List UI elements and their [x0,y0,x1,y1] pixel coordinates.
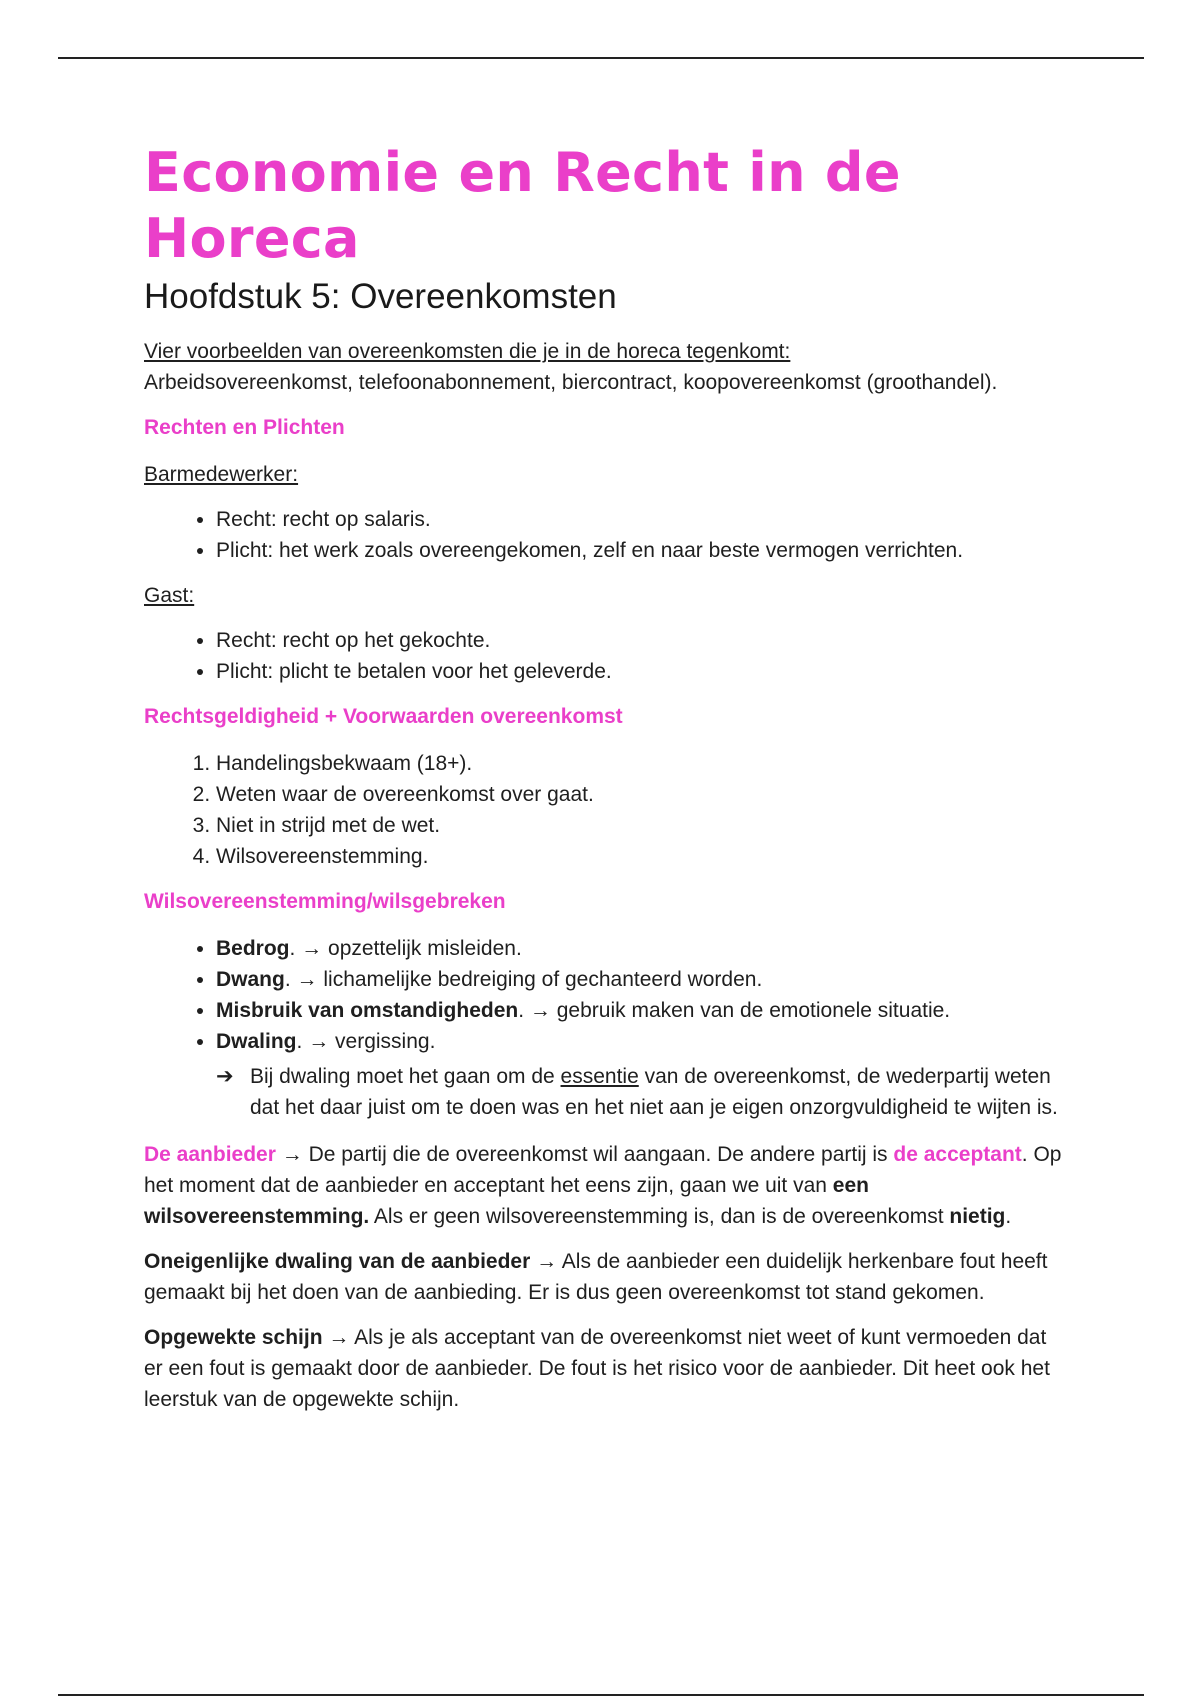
aanbieder-text1: De partij die de overeenkomst wil aangaan. De andere partij is [302,1143,894,1166]
list-item: • Dwang. → lichamelijke bedreiging of gechanteerd worden. [216,964,1064,995]
document-title: Economie en Recht in de Horeca [144,141,901,270]
term-misbruik: Misbruik van omstandigheden [216,999,519,1022]
list-item: 1. Handelingsbekwaam (18+). [216,748,1064,779]
desc: vergissing. [335,1030,436,1053]
term-dwaling: Dwaling [216,1030,297,1053]
arrow-icon: → [529,999,551,1022]
arrow-icon: → [328,1326,350,1349]
aanbieder-text2: . Op het moment dat de aanbieder en acceptant het eens zijn, gaan we uit van [144,1143,1062,1197]
aanbieder-paragraph [144,1139,1064,1232]
voorwaarden-list [144,748,1064,872]
term-bedrog: Bedrog [216,937,290,960]
term-dwang: Dwang [216,968,285,991]
oneigenlijk-paragraph [144,1246,1064,1308]
wilsgebreken-list [144,933,1064,1057]
chapter-subtitle: Hoofdstuk 5: Overeenkomsten [144,277,617,316]
opgewekt-paragraph [144,1322,1064,1415]
gast-list [144,625,1064,687]
oneigenlijk-text: Als de aanbieder een duidelijk herkenbare fout heeft gemaakt bij het doen van de aanbieding. Er is dus geen overeenkomst tot stand gekomen. [144,1250,1048,1304]
barmedewerker-label [144,459,1064,490]
aanbieder-bold1: een wilsovereenstemming. [144,1174,869,1228]
desc: gebruik maken van de emotionele situatie. [556,999,951,1022]
arrow-icon: → [281,1143,303,1166]
list-item: 4. Wilsovereenstemming. [216,841,1064,872]
barmedewerker-list [144,504,1064,566]
bottom-rule [58,1694,1144,1696]
list-item: • Recht: recht op salaris. [216,504,1064,535]
term-aanbieder: De aanbieder [144,1143,276,1166]
list-item: • Bedrog. → opzettelijk misleiden. [216,933,1064,964]
dwaling-note [216,1061,1064,1123]
list-item: • Plicht: het werk zoals overeengekomen, zelf en naar beste vermogen verrichten. [216,535,1064,566]
desc: lichamelijke bedreiging of gechanteerd worden. [323,968,763,991]
top-rule [58,57,1144,59]
desc: opzettelijk misleiden. [328,937,522,960]
gast-label [144,580,1064,611]
arrow-icon: → [301,937,323,960]
document-page [144,140,1064,1429]
list-item: • Dwaling. → vergissing. [216,1026,1064,1057]
note-before: Bij dwaling moet het gaan om de [250,1065,561,1088]
list-item: 2. Weten waar de overeenkomst over gaat. [216,779,1064,810]
intro-heading: Vier voorbeelden van overeenkomsten die je in de horeca tegenkomt: [144,340,791,363]
aanbieder-text3: Als er geen wilsovereenstemming is, dan is de overeenkomst [369,1205,950,1228]
gast-label-text: Gast: [144,584,195,607]
arrow-icon: → [296,968,318,991]
term-acceptant: de acceptant [893,1143,1022,1166]
note-underlined: essentie [560,1065,639,1088]
list-item: • Misbruik van omstandigheden. → gebruik maken van de emotionele situatie. [216,995,1064,1026]
list-item: • Plicht: plicht te betalen voor het geleverde. [216,656,1064,687]
opgewekt-text: Als je als acceptant van de overeenkomst niet weet of kunt vermoeden dat er een fout is gemaakt door de aanbieder. De fout is het risico voor de aanbieder. Dit heet ook het leerstuk van de opgewekte schijn. [144,1326,1050,1411]
note-after: van de overeenkomst, de wederpartij weten dat het daar juist om te doen was en het niet aan je eigen onzorgvuldigheid te wijten is. [250,1065,1058,1119]
term-opgewekt: Opgewekte schijn [144,1326,323,1349]
list-item: • Recht: recht op het gekochte. [216,625,1064,656]
arrow-icon: → [308,1030,330,1053]
section-heading-rechten: Rechten en Plichten [144,416,345,439]
intro-text: Arbeidsovereenkomst, telefoonabonnement, biercontract, koopovereenkomst (groothandel). [144,371,998,394]
list-item: 3. Niet in strijd met de wet. [216,810,1064,841]
term-oneigenlijk: Oneigenlijke dwaling van de aanbieder [144,1250,531,1273]
intro-paragraph [144,336,1064,398]
aanbieder-text4: . [1005,1205,1012,1228]
section-heading-voorwaarden: Rechtsgeldigheid + Voorwaarden overeenkomst [144,705,623,728]
barmedewerker-label-text: Barmedewerker: [144,463,299,486]
dwaling-note-text [250,1061,1064,1123]
aanbieder-bold2: nietig [949,1205,1006,1228]
section-heading-wilsgebreken: Wilsovereenstemming/wilsgebreken [144,890,506,913]
arrow-icon: → [536,1250,558,1273]
arrow-bullet-icon: ➔ [216,1065,234,1088]
